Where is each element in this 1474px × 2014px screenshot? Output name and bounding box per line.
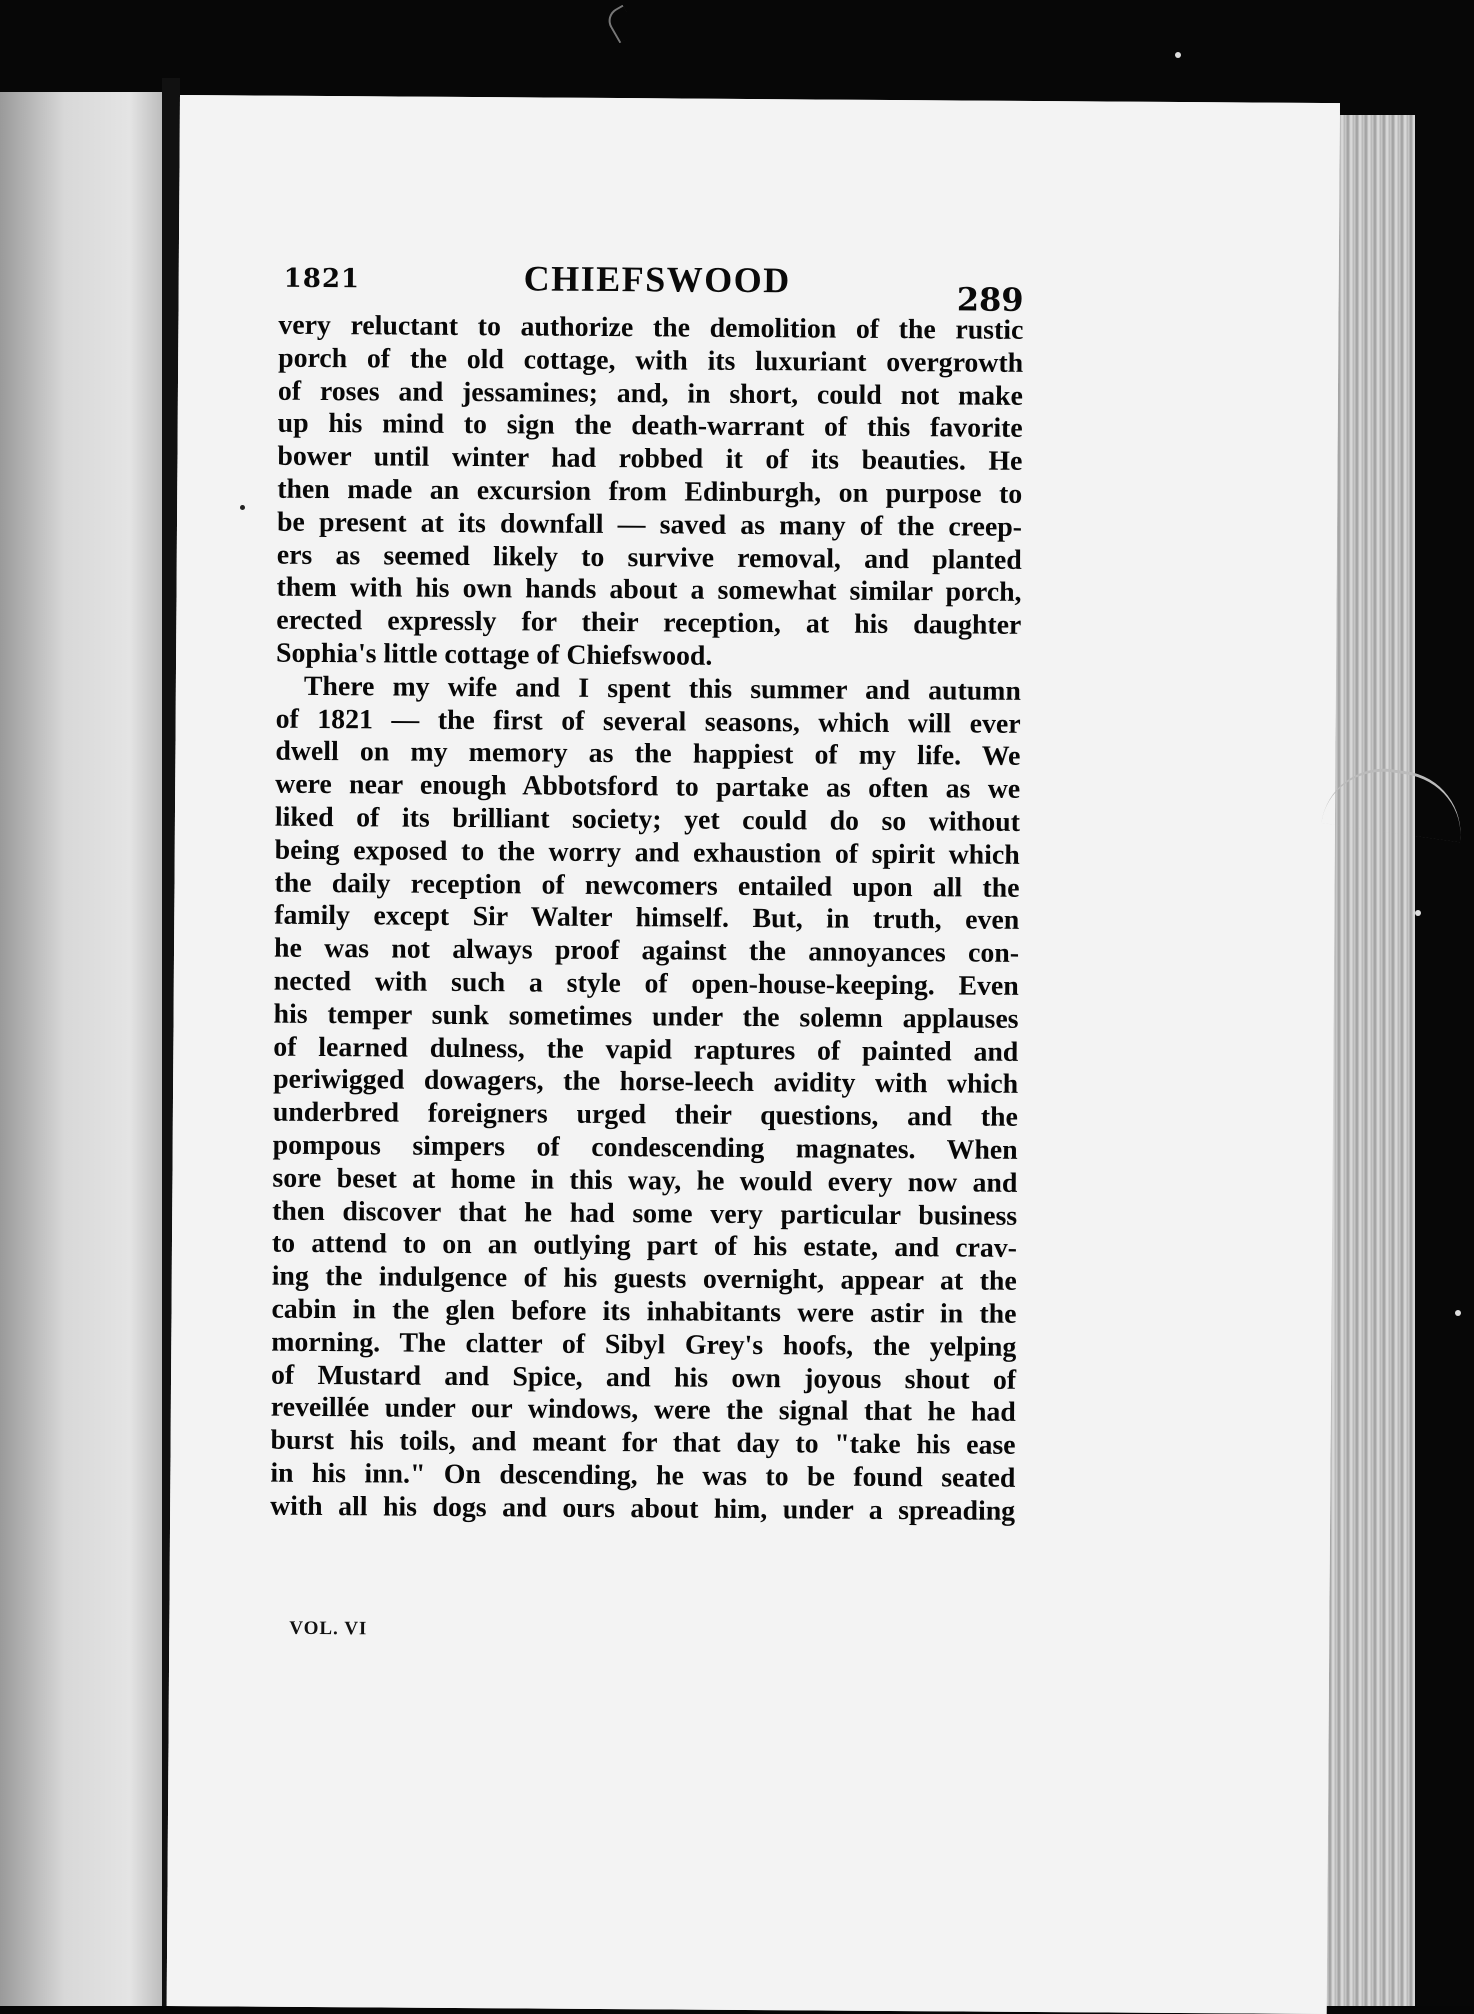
page-number: 289: [956, 280, 1024, 319]
page-paper: [167, 95, 1340, 2014]
text-line: family except Sir Walter himself. But, in truth, even: [274, 900, 1020, 937]
dust-speck: [1415, 910, 1421, 916]
text-line: then made an excursion from Edinburgh, on purpose to: [277, 473, 1023, 510]
text-line: be present at its downfall — saved as many of the creep-: [276, 506, 1023, 543]
text-line: of Mustard and Spice, and his own joyous shout of: [270, 1359, 1017, 1396]
text-line: dwell on my memory as the happiest of my life. We: [275, 736, 1021, 773]
text-line: of 1821 — the first of several seasons, which will ever: [275, 703, 1021, 740]
text-line: periwigged dowagers, the horse-leech avidity with which: [273, 1064, 1019, 1101]
text-line: he was not always proof against the annoyances con-: [273, 932, 1020, 970]
signature-mark: VOL. VI: [289, 1617, 368, 1640]
text-line: up his mind to sign the death-warrant of this favorite: [277, 408, 1023, 445]
text-line: There my wife and I spent this summer and autumn: [303, 670, 1021, 707]
text-line: with all his dogs and ours about him, under a spreading: [270, 1490, 1016, 1527]
text-line: porch of the old cottage, with its luxuriant overgrowth: [278, 342, 1024, 379]
text-line: very reluctant to authorize the demolition of the rustic: [278, 309, 1024, 346]
text-line: nected with such a style of open-house-keeping. Even: [273, 965, 1019, 1002]
dust-speck: [1455, 1310, 1461, 1316]
text-line: cabin in the glen before its inhabitants were astir in the: [271, 1293, 1017, 1330]
text-line: liked of its brilliant society; yet could do so without: [274, 801, 1021, 838]
text-line: bower until winter had robbed it of its beauties. He: [277, 440, 1023, 478]
text-line: to attend to on an outlying part of his estate, and crav-: [271, 1227, 1018, 1265]
text-line: ing the indulgence of his guests overnight, appear at the: [271, 1260, 1017, 1297]
header-year: 1821: [283, 263, 361, 295]
left-page-edge: [0, 92, 162, 2006]
body-text: [270, 310, 1023, 1529]
text-line: Sophia's little cottage of Chiefswood.: [275, 637, 713, 672]
text-line: the daily reception of newcomers entailed upon all the: [274, 867, 1020, 904]
ink-speck: [240, 505, 245, 510]
header-title: CHIEFSWOOD: [523, 258, 791, 301]
text-line: in his inn." On descending, he was to be found seated: [270, 1457, 1016, 1494]
text-line: were near enough Abbotsford to partake as often as we: [275, 768, 1021, 806]
text-line: pompous simpers of condescending magnates. When: [272, 1129, 1018, 1166]
text-line: then discover that he had some very particular business: [272, 1195, 1018, 1232]
dust-speck: [1175, 52, 1181, 58]
text-line: of learned dulness, the vapid raptures of painted and: [273, 1031, 1019, 1068]
text-line: reveillée under our windows, were the signal that he had: [270, 1391, 1016, 1429]
book-page: [167, 95, 1340, 2014]
text-line: erected expressly for their reception, at his daughter: [276, 604, 1022, 642]
text-line: ers as seemed likely to survive removal, and planted: [276, 539, 1022, 576]
text-line: underbred foreigners urged their questions, and the: [272, 1096, 1018, 1133]
text-line: burst his toils, and meant for that day to "take his ease: [270, 1424, 1016, 1461]
text-line: of roses and jessamines; and, in short, could not make: [277, 375, 1024, 412]
text-line: being exposed to the worry and exhaustion of spirit which: [274, 834, 1020, 871]
text-line: morning. The clatter of Sibyl Grey's hoofs, the yelping: [271, 1326, 1017, 1363]
text-line: his temper sunk sometimes under the solemn applauses: [273, 998, 1019, 1035]
text-line: them with his own hands about a somewhat similar porch,: [276, 572, 1022, 609]
text-line: sore beset at home in this way, he would every now and: [272, 1162, 1018, 1199]
